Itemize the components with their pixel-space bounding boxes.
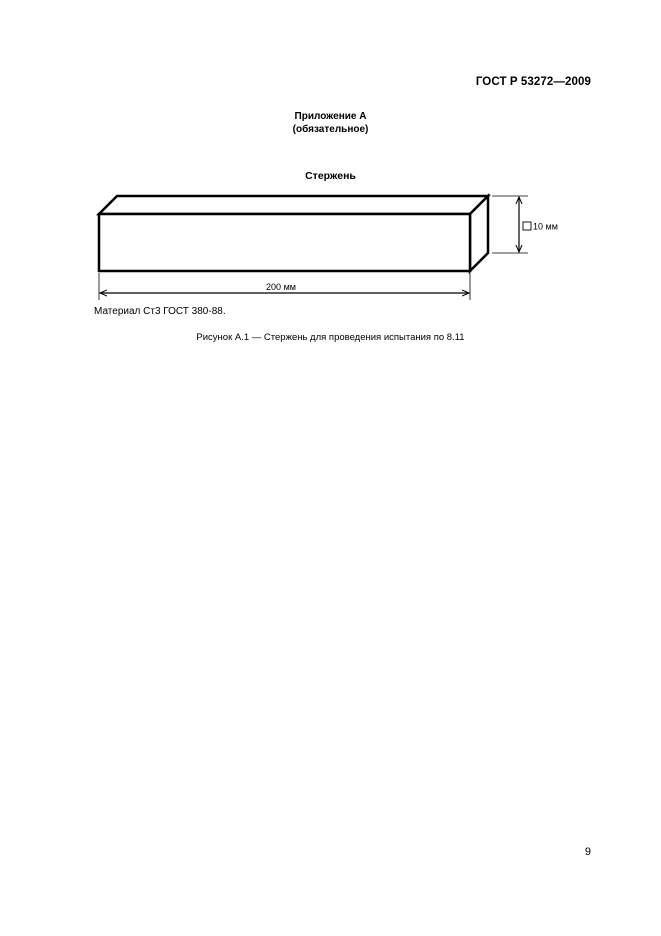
section-dimension-label: 10 мм (533, 221, 558, 232)
standard-code: ГОСТ Р 53272—2009 (475, 76, 591, 88)
figure-title: Стержень (305, 170, 356, 182)
figure-caption: Рисунок А.1 — Стержень для проведения испытания по 8.11 (196, 332, 465, 343)
appendix-heading (0, 110, 661, 136)
page-number: 9 (584, 846, 591, 858)
length-dimension-label: 200 мм (266, 282, 296, 292)
square-section-icon (523, 222, 531, 230)
rod-front-face (99, 214, 470, 271)
rod-drawing (88, 188, 568, 308)
appendix-title: Приложение А (294, 111, 367, 122)
material-note: Материал Ст3 ГОСТ 380-88. (94, 306, 226, 317)
appendix-status: (обязательное) (292, 124, 369, 135)
rod-top-face (99, 196, 488, 214)
